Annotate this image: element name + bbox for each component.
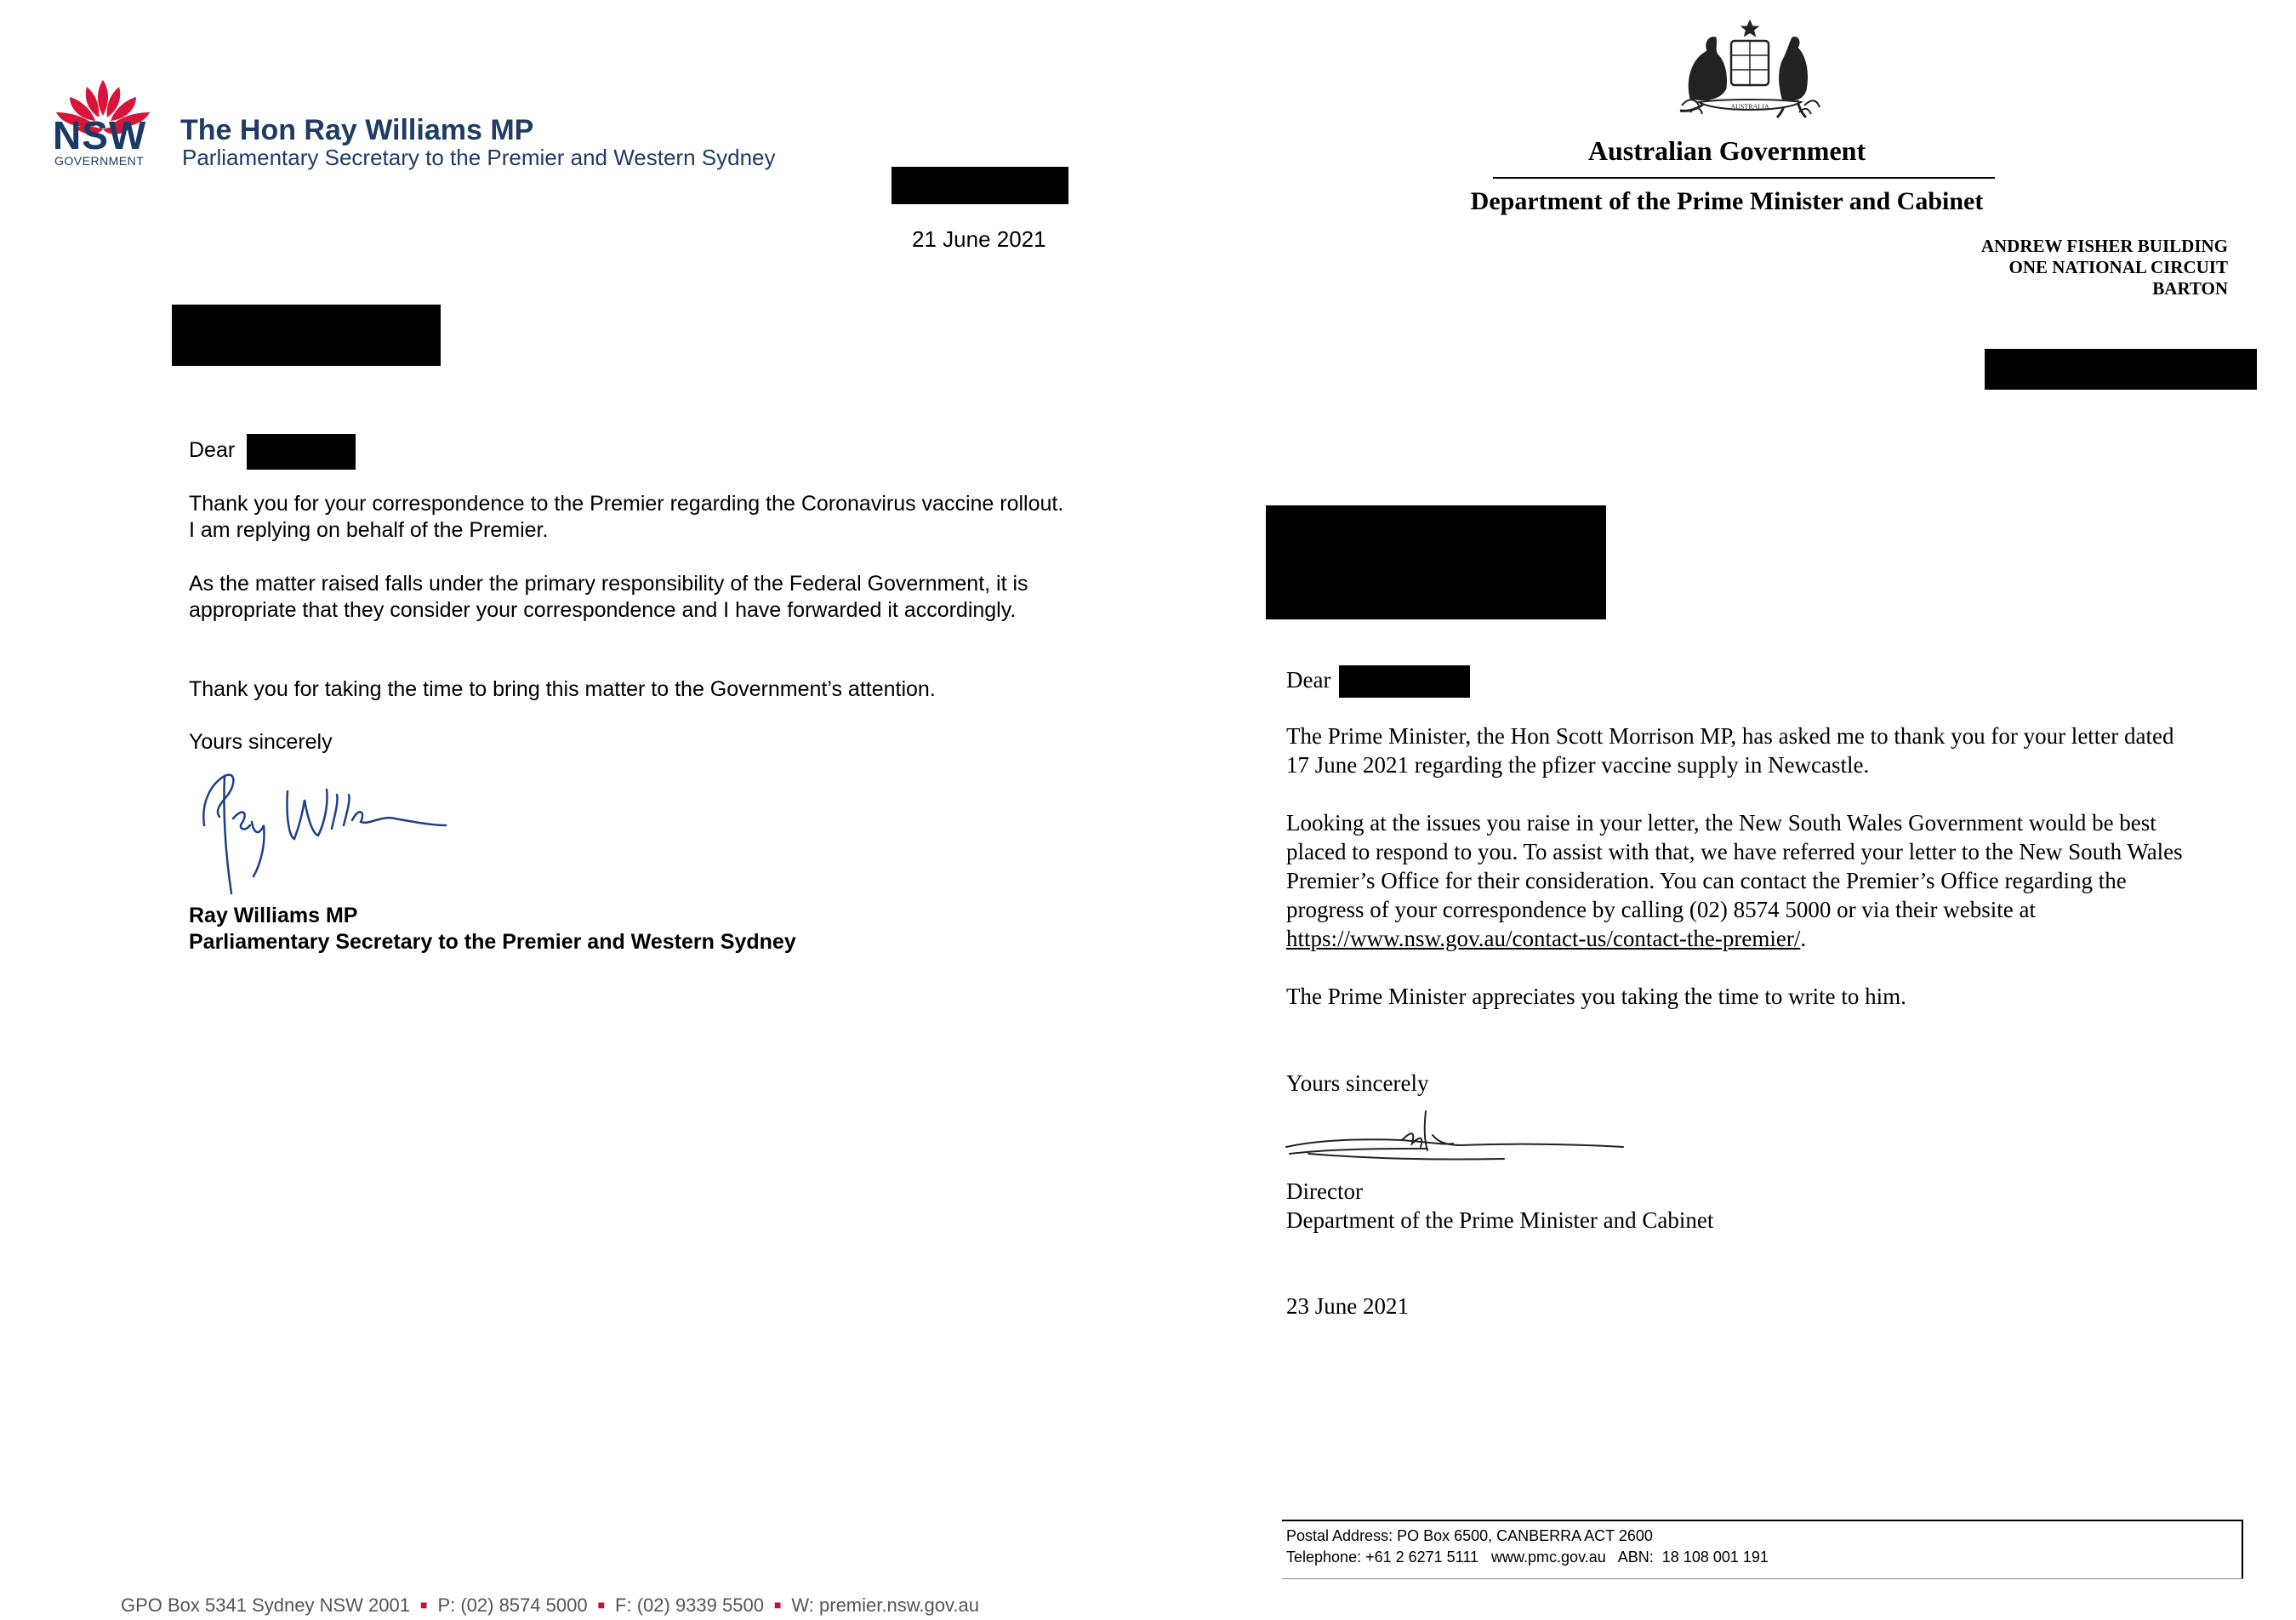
- salutation: Dear: [1286, 667, 1331, 693]
- letter-footer: [121, 1594, 979, 1617]
- footer-postal-address: Postal Address: PO Box 6500, CANBERRA ACT 2600: [1286, 1527, 1653, 1544]
- body-paragraph: Looking at the issues you raise in your letter, the New South Wales Government would be best placed to respond to you. To assist with that, we have referred your letter to the New South Wales Premier’s Office for their consideration. You can contact the Premier’s Office regarding the progress of your correspondence by calling (02) 8574 5000 or via their website at https://www.nsw.gov.au/contact-us/contact-the-premier/.: [1286, 810, 2183, 951]
- nsw-wordmark: NSW: [53, 113, 147, 157]
- redaction-recipient-address: [172, 305, 441, 366]
- separator-square-icon: ■: [773, 1598, 782, 1611]
- sender-name: The Hon Ray Williams MP: [180, 114, 534, 146]
- footer-phone: P: (02) 8574 5000: [437, 1594, 588, 1616]
- body-paragraph: Thank you for taking the time to bring this matter to the Government’s attention.: [189, 677, 936, 701]
- footer-fax: F: (02) 9339 5500: [615, 1594, 764, 1616]
- government-title: Australian Government: [1587, 135, 1866, 166]
- signature-icon: [1283, 1106, 1657, 1174]
- footer-address: GPO Box 5341 Sydney NSW 2001: [121, 1594, 410, 1616]
- signature-name: Ray Williams MP: [189, 904, 358, 927]
- separator-square-icon: ■: [597, 1598, 606, 1611]
- body-paragraph: As the matter raised falls under the primary responsibility of the Federal Government, it is appropriate that they consider your correspondence and I have forwarded it accordingly.: [189, 572, 1028, 622]
- closing: Yours sincerely: [1286, 1070, 1429, 1096]
- separator-square-icon: ■: [419, 1598, 428, 1611]
- department-title: Department of the Prime Minister and Cabinet: [1470, 187, 1984, 215]
- redaction-recipient-name: [1339, 665, 1470, 698]
- redaction-reference: [892, 167, 1068, 204]
- nsw-government-label: GOVERNMENT: [54, 154, 145, 168]
- signature-title: Parliamentary Secretary to the Premier and Western Sydney: [189, 930, 796, 954]
- body-paragraph: The Prime Minister, the Hon Scott Morrison MP, has asked me to thank you for your letter dated 17 June 2021 regarding the pfizer vaccine supply in Newcastle.: [1286, 723, 2174, 778]
- coat-of-arms-icon: [1665, 17, 1835, 123]
- nsw-letter: [0, 0, 1140, 1620]
- signatory-department: Department of the Prime Minister and Cabinet: [1286, 1207, 1714, 1233]
- body-paragraph: Thank you for your correspondence to the Premier regarding the Coronavirus vaccine rollout. I am replying on behalf of the Premier.: [189, 492, 1064, 542]
- header-rule: [1493, 177, 1995, 179]
- footer-web: W: premier.nsw.gov.au: [791, 1594, 979, 1616]
- redaction-recipient-name: [247, 434, 356, 470]
- closing: Yours sincerely: [189, 730, 333, 754]
- redaction-reference: [1985, 349, 2257, 390]
- premier-contact-link[interactable]: https://www.nsw.gov.au/contact-us/contact-the-premier/: [1286, 926, 1801, 951]
- body-paragraph: The Prime Minister appreciates you taking the time to write to him.: [1286, 984, 1906, 1009]
- footer-bottom-rule: [1282, 1578, 2243, 1579]
- address-line: BARTON: [2152, 278, 2228, 299]
- footer-contact: Telephone: +61 2 6271 5111 www.pmc.gov.au ABN: 18 108 001 191: [1286, 1549, 1769, 1566]
- pmc-letter: [1140, 0, 2296, 1620]
- redaction-recipient-address: [1266, 505, 1606, 619]
- signature-icon: [194, 766, 458, 902]
- crest-label: AUSTRALIA: [1730, 103, 1769, 111]
- footer-edge-rule: [2242, 1520, 2243, 1579]
- sender-role: Parliamentary Secretary to the Premier and Western Sydney: [182, 145, 776, 170]
- address-line: ANDREW FISHER BUILDING: [1980, 236, 2228, 256]
- address-line: ONE NATIONAL CIRCUIT: [2008, 257, 2228, 277]
- footer-rule: [1282, 1520, 2243, 1521]
- salutation: Dear: [189, 438, 236, 462]
- letter-date: 23 June 2021: [1286, 1293, 1409, 1319]
- signatory-title: Director: [1286, 1178, 1363, 1204]
- letter-date: 21 June 2021: [912, 226, 1046, 252]
